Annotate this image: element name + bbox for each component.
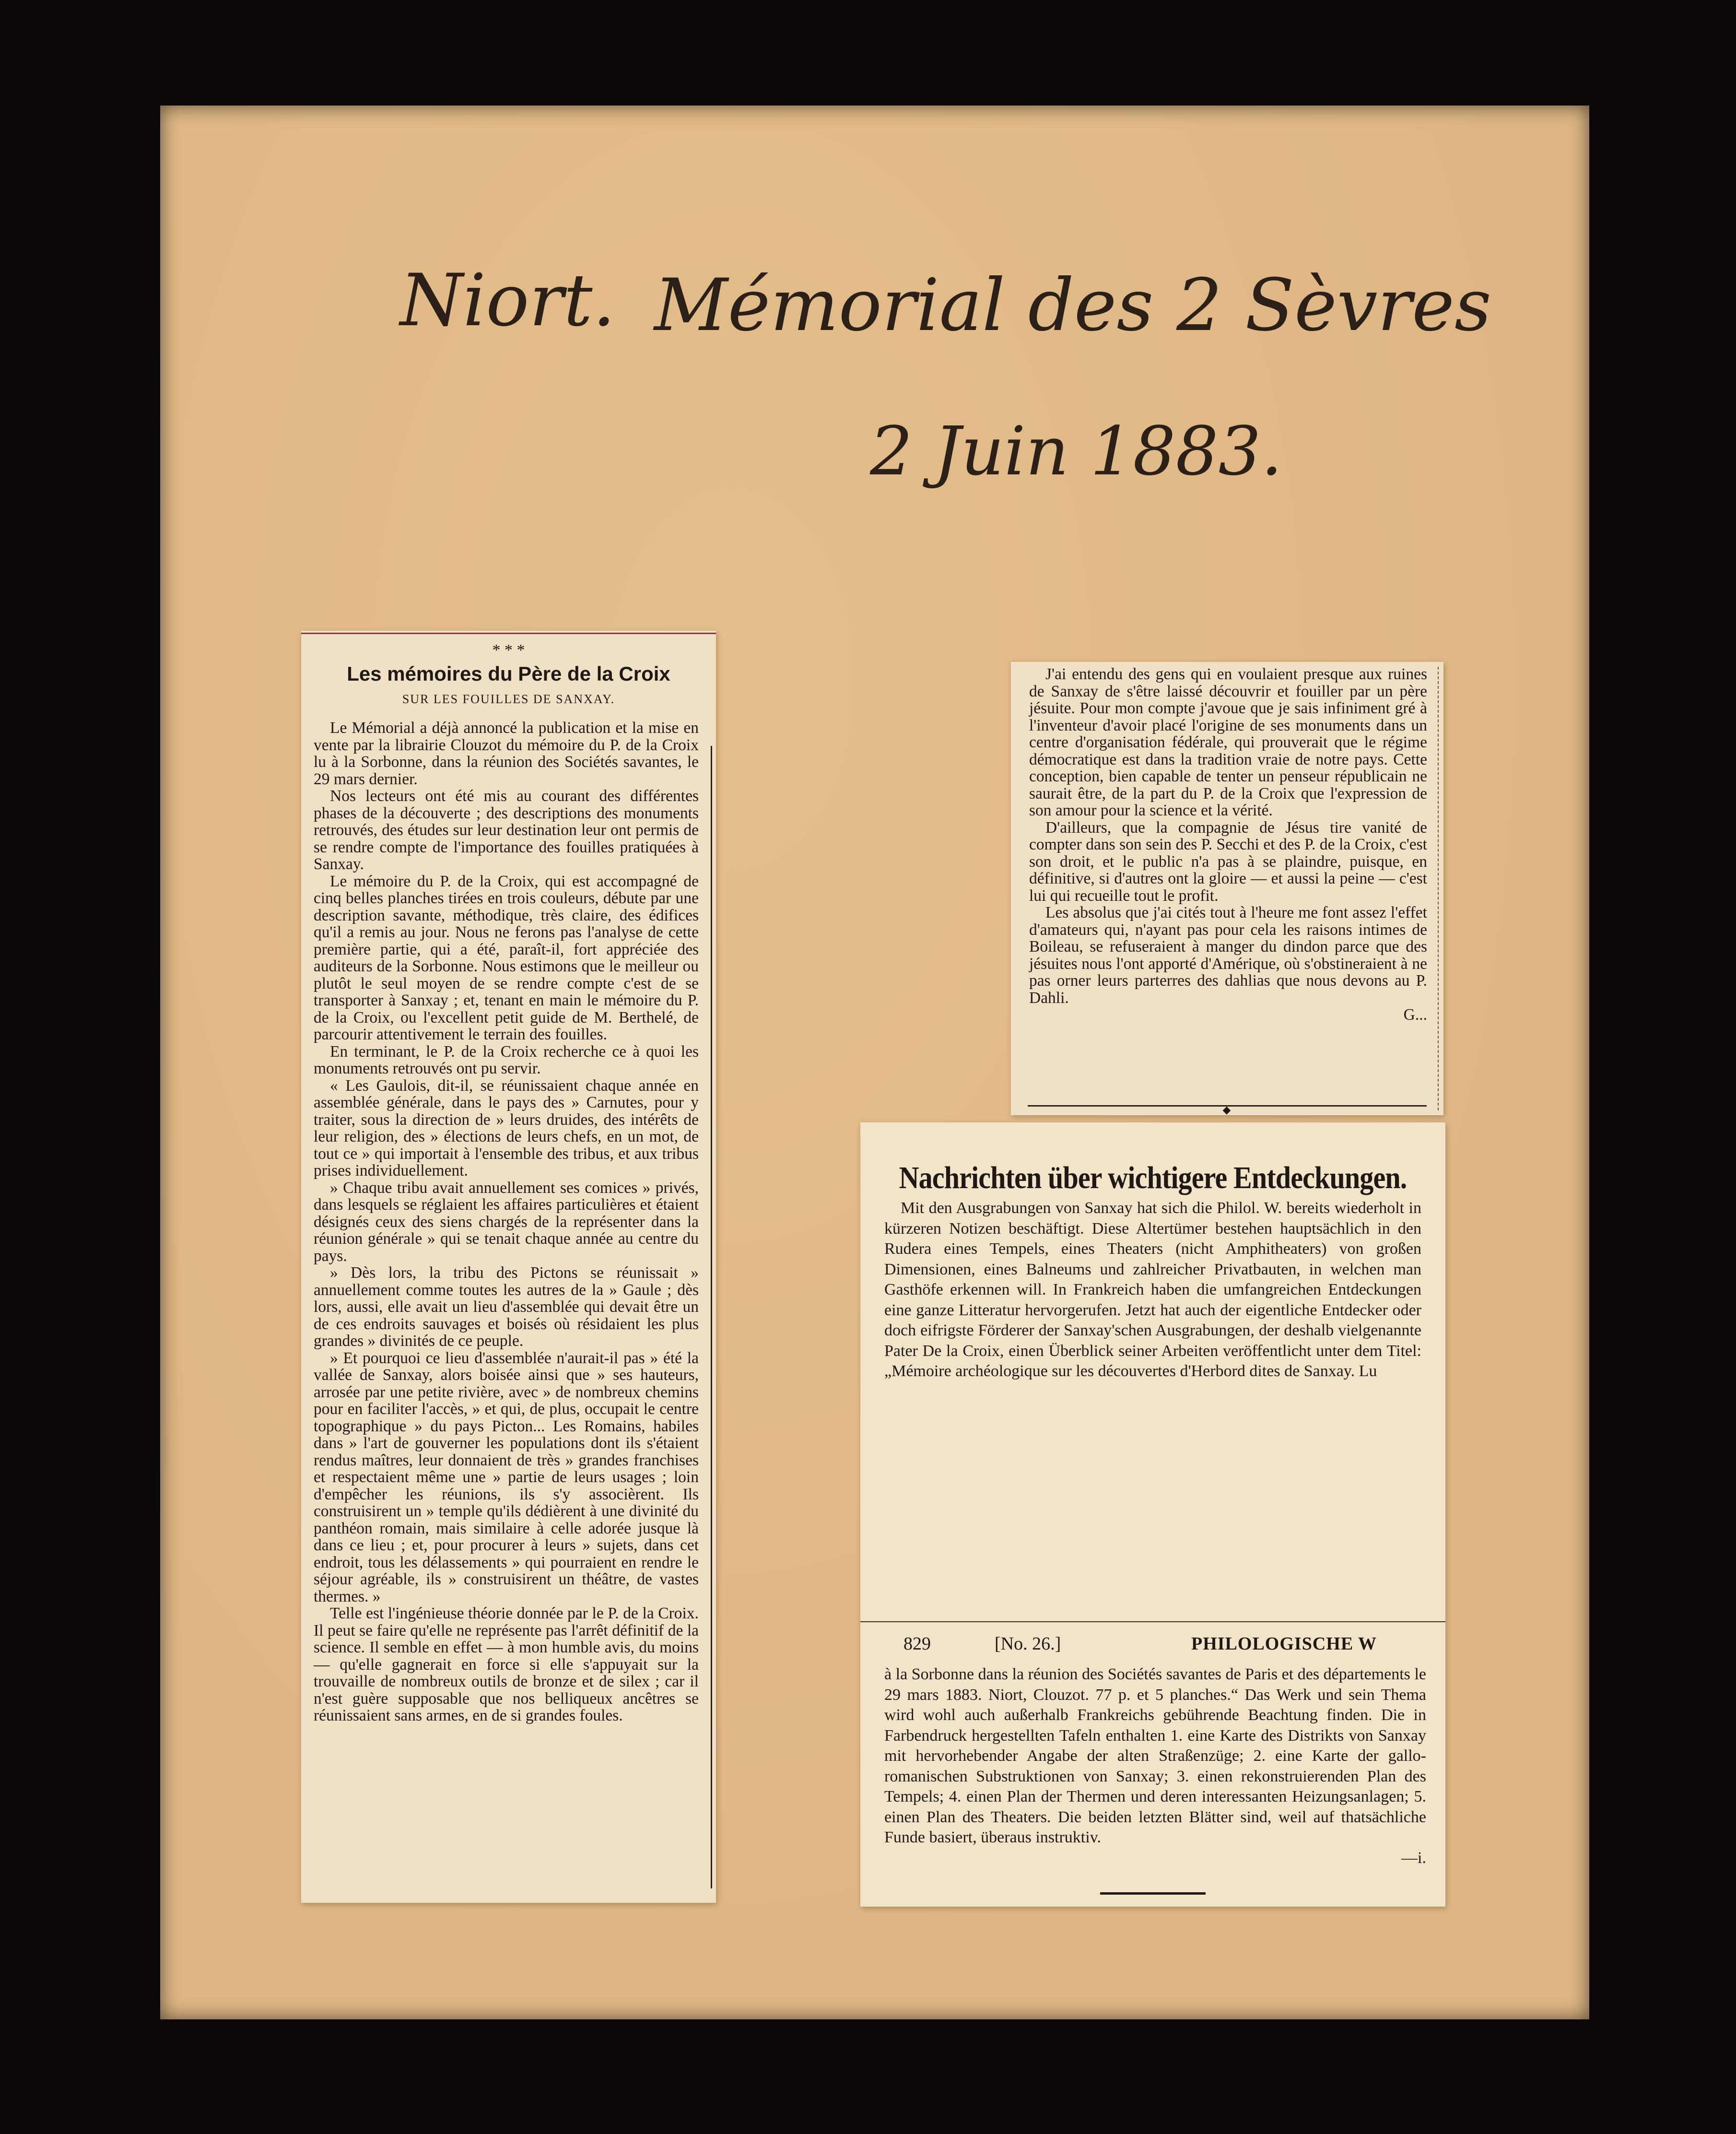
clipping-subhead: SUR LES FOUILLES DE SANXAY.: [402, 692, 615, 706]
paragraph: Mit den Ausgrabungen von Sanxay hat sich die Philol. W. bereits wiederholt in kürzeren Notizen beschäftigt. Diese Altertümer bestehen hauptsächlich in den Rudera eines Tempels, eines Theaters (nicht Amphitheaters) von großen Dimensionen, eines Balneums und zahlreicher Privatbauten, in welchen man Gasthöfe erkennen will. In Frankreich haben die umfangreichen Entdeckungen eine ganze Litteratur hervorgerufen. Jetzt hat auch der eigentliche Entdecker oder doch eifrigste Förderer der Sanxay'schen Ausgrabungen, der deshalb vielgenannte Pater De la Croix, einen Überblick seiner Arbeiten veröffentlicht unter dem Titel: „Mémoire archéologique sur les découvertes d'Herbord dites de Sanxay. Lu: [884, 1199, 1421, 1380]
issue-number: [No. 26.]: [995, 1634, 1061, 1654]
paragraph: Nos lecteurs ont été mis au courant des différentes phases de la découverte ; des descriptions des monuments retrouvés, des études sur leur destination leur ont permis de se rendre compte de l'importance des fouilles pratiquées à Sanxay.: [314, 787, 699, 873]
clipping-continuation: [1011, 662, 1443, 1115]
handwritten-newspaper-title: Mémorial des 2 Sèvres: [654, 264, 1491, 347]
paragraph: « Les Gaulois, dit-il, se réunissaient chaque année en assemblée générale, dans le pays des » Carnutes, pour y traiter, sous la direction de » leurs druides, des intérêts de leur religion, des » élections de leurs chefs, en un mot, de tout ce » qui importait à l'ensemble des tribus, et aux tribus prises individuellement.: [314, 1076, 699, 1179]
clipping-body-upper: [884, 1198, 1421, 1382]
paragraph: D'ailleurs, que la compagnie de Jésus tire vanité de compter dans son sein des P. Secchi et des P. de la Croix, c'est son droit, et le public n'a pas à se plaindre, puisque, en définitive, si d'autres ont la gloire — et aussi la peine — c'est lui qui recueille tout le profit.: [1029, 818, 1427, 905]
paragraph: » Et pourquoi ce lieu d'assemblée n'aurait-il pas » été la vallée de Sanxay, alors boisée ainsi que » ses hauteurs, arrosée par une petite rivière, avec » de nombreux chemins pour en faciliter l'accès, » et qui, de plus, occupait le centre topographique » du pays Picton... Les Romains, habiles dans » l'art de gouverner les populations dont ils s'étaient rendus maîtres, leur donnaient de très » grandes franchises et respectaient même une » partie de leurs usages ; loin d'empêcher les réunions, ils s'y associèrent. Ils construisirent un » temple qu'ils dédièrent à une divinité du panthéon romain, mais similaire à celle adorée jusque là dans ce lieu ; et, pour procurer à leurs » sujets, dans cet endroit, tous les délassements » qui pourraient en rendre le séjour agréable, ils » construisirent un théâtre, de vastes thermes. »: [314, 1349, 699, 1605]
clipping-nachrichten: [860, 1122, 1445, 1907]
red-rule: [301, 633, 716, 634]
asterism-ornament: * * *: [492, 641, 525, 659]
divider: [860, 1621, 1445, 1622]
paragraph: En terminant, le P. de la Croix recherche ce à quoi les monuments retrouvés ont pu servir.: [314, 1042, 699, 1077]
paragraph: Les absolus que j'ai cités tout à l'heure me font assez l'effet d'amateurs qui, n'ayant pas pour cela les raisons intimes de Boileau, se refuseraient à manger du dindon parce que des jésuites nous l'ont apporté d'Amérique, où s'obstineraient à ne pas orner leurs parterres des dahlias que nous devons au P. Dahli.: [1029, 904, 1427, 1007]
journal-title: PHILOLOGISCHE W: [1191, 1634, 1377, 1654]
paragraph: J'ai entendu des gens qui en voulaient presque aux ruines de Sanxay de s'être laissé découvrir et fouiller par un père jésuite. Pour mon compte j'avoue que je sais infiniment gré à l'inventeur d'avoir placé l'origine de ses monuments dans un centre d'organisation fédérale, qui prouverait que le régime démocratique est dans la tradition vraie de notre pays. Cette conception, bien capable de tenter un penseur républicain ne saurait être, de la part du P. de la Croix que l'expression de son amour pour la science et la vérité.: [1029, 665, 1427, 819]
clipping-body-lower: [884, 1664, 1426, 1868]
signature: G...: [1403, 1006, 1427, 1024]
signature: —i.: [1401, 1849, 1426, 1867]
page-number: 829: [903, 1634, 931, 1654]
cut-edge: [1438, 667, 1439, 1110]
paragraph: à la Sorbonne dans la réunion des Sociétés savantes de Paris et des départements le 29 mars 1883. Niort, Clouzot. 77 p. et 5 planches.“ Das Werk und sein Thema wird wohl auch außerhalb Frankreichs gebührende Beachtung finden. Die in Farbendruck hergestellten Tafeln enthalten 1. eine Karte des Distrikts von Sanxay mit hervorhebender Angabe der alten Straßenzüge; 2. eine Karte der gallo-romanischen Substruktionen von Sanxay; 3. einen rekonstruierenden Plan des Tempels; 4. einen Plan der Thermen und deren interessanten Heizungsanlagen; 5. einen Plan des Theaters. Die beiden letzten Blätter sind, weil auf thatsächliche Funde basiert, überaus instruktiv.: [884, 1665, 1426, 1846]
paragraph: Telle est l'ingénieuse théorie donnée par le P. de la Croix. Il peut se faire qu'elle ne représente pas l'arrêt définitif de la science. Il semble en effet — à mon humble avis, du moins — qu'elle gagnerait en force si elle s'appuyait sur la trouvaille de nombreux outils de bronze et de silex ; car il n'est guère supposable que nos belliqueux ancêtres se réunissaient sans armes, en de si grandes foules.: [314, 1604, 699, 1724]
clipping-memoires: [301, 631, 716, 1903]
paragraph: Le Mémorial a déjà annoncé la publication et la mise en vente par la librairie Clouzot du mémoire du P. de la Croix lu à la Sorbonne, dans la réunion des Sociétés savantes, le 29 mars dernier.: [314, 719, 699, 788]
handwritten-place: Niort.: [400, 259, 616, 342]
paragraph: Le mémoire du P. de la Croix, qui est accompagné de cinq belles planches tirées en trois couleurs, débute par une description savante, méthodique, très claire, des édifices qu'il a remis au jour. Nous ne ferons pas l'analyse de cette première partie, qui a été, paraît-il, fort appréciée des auditeurs de la Sorbonne. Nous estimons que le meilleur ou plutôt le seul moyen de se rendre compte c'est de se transporter à Sanxay ; et, tenant en main le mémoire du P. de la Croix, ou l'excellent petit guide de M. Berthelé, de parcourir attentivement le terrain des fouilles.: [314, 872, 699, 1043]
clipping-headline: Nachrichten über wichtigere Entdeckungen.: [899, 1160, 1407, 1195]
ornament-diamond-icon: ◆: [1222, 1104, 1231, 1116]
clipping-body: [1029, 666, 1427, 1024]
end-rule: [1100, 1892, 1206, 1895]
handwritten-date: 2 Juin 1883.: [870, 413, 1283, 491]
clipping-headline: Les mémoires du Père de la Croix: [347, 662, 670, 685]
running-head: [903, 1633, 1445, 1654]
clipping-body: [314, 719, 699, 1898]
column-rule: [711, 746, 712, 1888]
paragraph: » Dès lors, la tribu des Pictons se réunissait » annuellement comme toutes les autres de la » Gaule ; dès lors, aussi, elle avait un lieu d'assemblée qui devait être un de ces endroits sauvages et boisés où résidaient les plus grandes » divinités de ce peuple.: [314, 1264, 699, 1350]
paragraph: » Chaque tribu avait annuellement ses comices » privés, dans lesquels se réglaient les affaires particulières et étaient désignés ceux des siens chargés de la représenter dans la réunion générale » qui se tenait chaque année au centre du pays.: [314, 1179, 699, 1265]
